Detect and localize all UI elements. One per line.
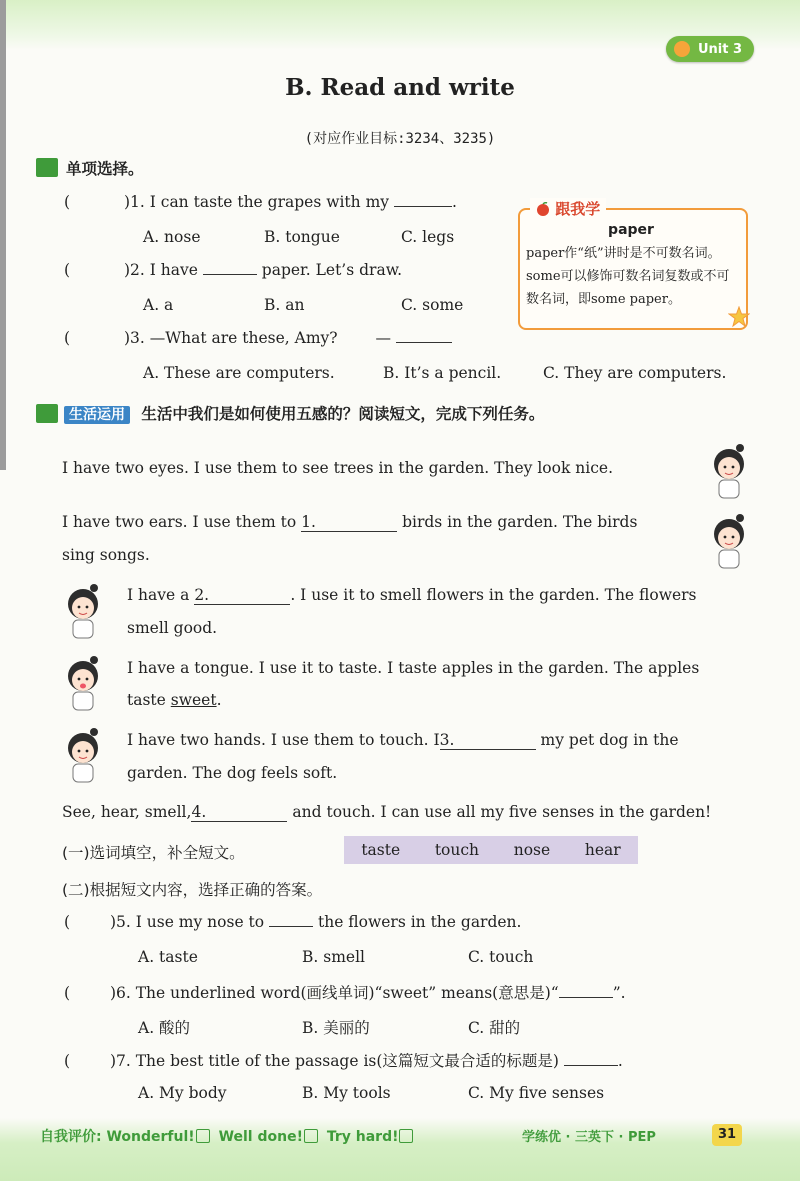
option-b[interactable]: B. My tools bbox=[302, 1084, 391, 1102]
passage-line-5: smell good. bbox=[127, 619, 218, 637]
section-one-heading: 单项选择。 bbox=[66, 160, 144, 178]
apple-icon bbox=[536, 202, 550, 216]
part-two-instruction: (二)根据短文内容，选择正确的答案。 bbox=[62, 881, 323, 899]
girl-tongue-icon bbox=[60, 652, 106, 714]
answer-space[interactable] bbox=[75, 274, 119, 275]
question-text: 1. I can taste the grapes with my bbox=[130, 193, 390, 211]
tip-label: 跟我学 bbox=[530, 198, 606, 219]
option-a[interactable]: A. My body bbox=[138, 1084, 227, 1102]
girl-hands-icon bbox=[60, 724, 106, 786]
option-b[interactable]: B. 美丽的 bbox=[302, 1019, 370, 1037]
self-evaluation: 自我评价: Wonderful! Well done! Try hard! bbox=[40, 1126, 417, 1146]
answer-paren-open: ( bbox=[64, 329, 71, 347]
answer-space[interactable] bbox=[75, 206, 119, 207]
option-b[interactable]: B. an bbox=[264, 296, 305, 314]
section-one-badge bbox=[36, 158, 58, 177]
page-number: 31 bbox=[712, 1124, 742, 1146]
fill-blank[interactable] bbox=[559, 996, 613, 998]
passage-line-2: I have two ears. I use them to 1. birds in the garden. The birds bbox=[62, 513, 638, 531]
eval-wonderful: Wonderful! bbox=[106, 1129, 195, 1145]
blank-3[interactable]: 3. bbox=[440, 731, 536, 750]
option-b[interactable]: B. tongue bbox=[264, 228, 340, 246]
eval-try-hard: Try hard! bbox=[326, 1129, 399, 1145]
response-dash: — bbox=[375, 329, 391, 347]
option-c[interactable]: C. some bbox=[401, 296, 464, 314]
passage-line-8: I have two hands. I use them to touch. I3. my pet dog in the bbox=[127, 731, 679, 749]
question-5: ( )5. I use my nose to the flowers in the garden. bbox=[64, 913, 522, 931]
part-one-instruction: (一)选词填空，补全短文。 bbox=[62, 844, 245, 862]
word-bank bbox=[344, 836, 638, 864]
question-3 bbox=[64, 329, 452, 347]
passage-line-4: I have a 2. . I use it to smell flowers in the garden. The flowers bbox=[127, 586, 697, 604]
word-bank-item: hear bbox=[584, 841, 621, 859]
answer-paren-open: ( bbox=[64, 261, 71, 279]
question-text: 3. —What are these, Amy? bbox=[130, 329, 338, 347]
question-end: . bbox=[451, 193, 457, 211]
eval-checkbox[interactable] bbox=[399, 1129, 413, 1143]
underlined-word: sweet bbox=[170, 691, 217, 709]
girl-ears-icon bbox=[706, 510, 752, 572]
question-text-a: 2. I have bbox=[130, 261, 198, 279]
eval-checkbox[interactable] bbox=[304, 1129, 318, 1143]
option-a[interactable]: A. taste bbox=[138, 948, 198, 966]
option-a[interactable]: A. nose bbox=[143, 228, 201, 246]
fill-blank[interactable] bbox=[269, 925, 313, 927]
section-two-heading bbox=[64, 402, 544, 424]
option-a[interactable]: A. These are computers. bbox=[143, 364, 335, 382]
answer-paren-close: ) bbox=[109, 913, 116, 931]
option-a[interactable]: A. 酸的 bbox=[138, 1019, 191, 1037]
answer-paren-close: ) bbox=[109, 984, 116, 1002]
question-6: ( )6. The underlined word(画线单词)“sweet” means(意思是)“ ”. bbox=[64, 984, 626, 1002]
question-7: ( )7. The best title of the passage is(这篇短文最合适的标题是) . bbox=[64, 1052, 623, 1070]
answer-space[interactable] bbox=[75, 342, 119, 343]
eval-checkbox[interactable] bbox=[196, 1129, 210, 1143]
page-edge bbox=[0, 0, 6, 470]
answer-paren-close: ) bbox=[123, 193, 130, 211]
unit-tag bbox=[666, 36, 754, 62]
word-bank-item: nose bbox=[513, 841, 551, 859]
answer-paren-close: ) bbox=[123, 329, 130, 347]
answer-paren-close: ) bbox=[123, 261, 130, 279]
passage-line-7: taste sweet. bbox=[127, 691, 222, 709]
option-b[interactable]: B. It’s a pencil. bbox=[383, 364, 502, 382]
eval-well-done: Well done! bbox=[218, 1129, 303, 1145]
answer-space[interactable] bbox=[75, 1065, 105, 1066]
passage-line-10: See, hear, smell,4. and touch. I can use all my five senses in the garden! bbox=[62, 803, 712, 821]
option-c[interactable]: C. My five senses bbox=[468, 1084, 605, 1102]
answer-space[interactable] bbox=[75, 926, 105, 927]
question-text-b: paper. Let’s draw. bbox=[261, 261, 403, 279]
page-subtitle: (对应作业目标:3234、3235) bbox=[304, 131, 496, 147]
unit-icon bbox=[674, 41, 690, 57]
star-icon bbox=[728, 306, 750, 328]
fill-blank[interactable] bbox=[396, 341, 452, 343]
section-two-title: 生活中我们是如何使用五感的？阅读短文，完成下列任务。 bbox=[141, 405, 545, 423]
option-c[interactable]: C. legs bbox=[401, 228, 455, 246]
page-title: B. Read and write bbox=[285, 74, 515, 101]
blank-1[interactable]: 1. bbox=[301, 513, 397, 532]
answer-paren-open: ( bbox=[64, 984, 71, 1002]
passage-line-6: I have a tongue. I use it to taste. I taste apples in the garden. The apples bbox=[127, 659, 700, 677]
answer-paren-open: ( bbox=[64, 913, 71, 931]
answer-space[interactable] bbox=[75, 997, 105, 998]
option-c[interactable]: C. touch bbox=[468, 948, 534, 966]
unit-tag-label: Unit 3 bbox=[698, 41, 743, 57]
option-b[interactable]: B. smell bbox=[302, 948, 365, 966]
fill-blank[interactable] bbox=[203, 273, 257, 275]
answer-paren-open: ( bbox=[64, 193, 71, 211]
option-c[interactable]: C. They are computers. bbox=[543, 364, 727, 382]
series-label: 学练优 · 三英下 · PEP bbox=[522, 1130, 656, 1145]
option-a[interactable]: A. a bbox=[143, 296, 174, 314]
question-2 bbox=[64, 261, 402, 279]
option-c[interactable]: C. 甜的 bbox=[468, 1019, 521, 1037]
word-bank-item: taste bbox=[361, 841, 401, 859]
passage-line-9: garden. The dog feels soft. bbox=[127, 764, 338, 782]
question-1 bbox=[64, 193, 457, 211]
passage-line-1: I have two eyes. I use them to see trees in the garden. They look nice. bbox=[62, 459, 613, 477]
tip-body: paper作“纸”讲时是不可数名词。some可以修饰可数名词复数或不可数名词，即some paper。 bbox=[526, 246, 730, 307]
answer-paren-open: ( bbox=[64, 1052, 71, 1070]
word-bank-item: touch bbox=[434, 841, 480, 859]
fill-blank[interactable] bbox=[564, 1064, 618, 1066]
blank-2[interactable]: 2. bbox=[194, 586, 290, 605]
tip-title: paper bbox=[608, 222, 654, 238]
section-two-badge bbox=[36, 404, 58, 423]
blank-4[interactable]: 4. bbox=[191, 803, 287, 822]
girl-eyes-icon bbox=[706, 440, 752, 502]
section-two-tag: 生活运用 bbox=[64, 406, 130, 424]
answer-paren-close: ) bbox=[109, 1052, 116, 1070]
girl-nose-icon bbox=[60, 580, 106, 642]
passage-line-3: sing songs. bbox=[62, 546, 150, 564]
fill-blank[interactable] bbox=[394, 205, 452, 207]
